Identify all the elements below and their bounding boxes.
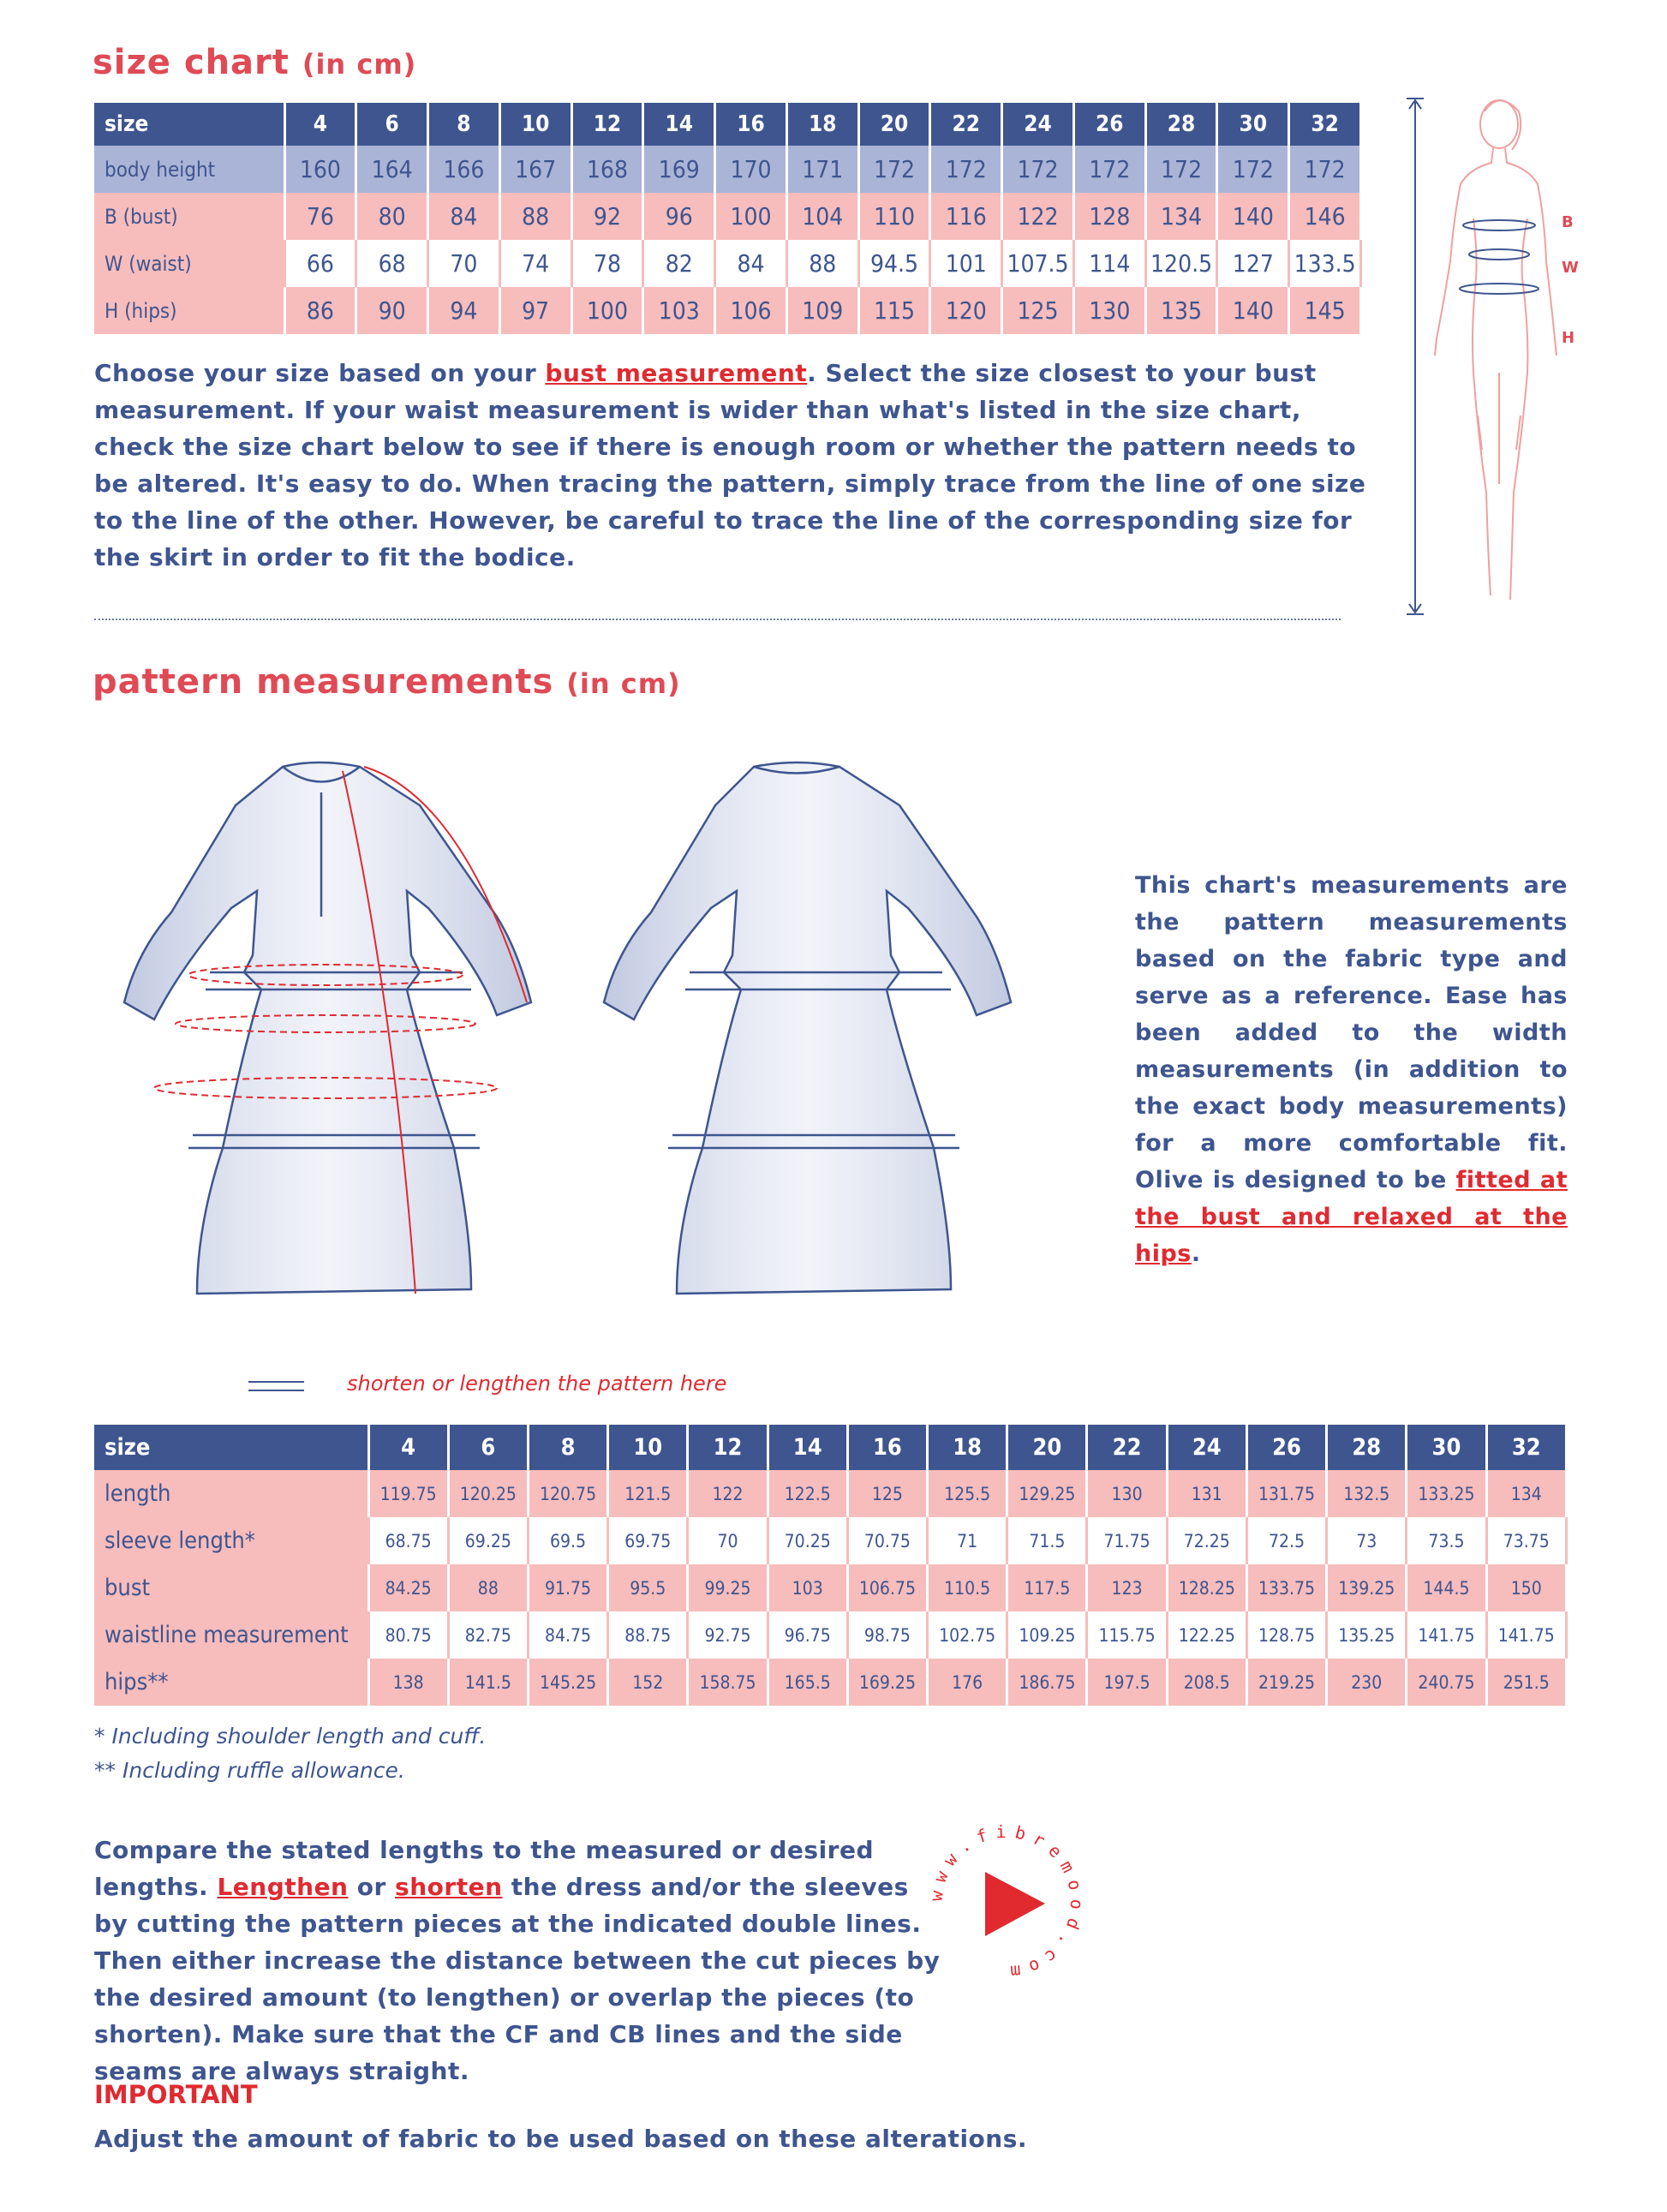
size-header-label: size	[94, 1425, 368, 1470]
bust-label: B	[1562, 213, 1574, 231]
table-header-row	[94, 103, 1361, 146]
important-title: IMPORTANT	[94, 2080, 258, 2109]
table-cell: 140	[1217, 287, 1289, 334]
fibremood-logo	[921, 1816, 1092, 1988]
table-cell: 74	[499, 240, 571, 287]
table-cell: 110.5	[928, 1564, 1007, 1611]
table-cell: 94.5	[858, 240, 930, 287]
table-cell: 82	[643, 240, 715, 287]
size-header-cell: 16	[847, 1425, 927, 1470]
table-cell: 131.75	[1246, 1470, 1326, 1517]
table-cell: 69.5	[528, 1517, 607, 1564]
table-cell: 90	[356, 287, 428, 334]
table-cell: 117.5	[1007, 1564, 1087, 1611]
table-cell: 100	[571, 287, 643, 334]
size-header-cell: 28	[1145, 103, 1217, 146]
table-cell: 84.25	[368, 1564, 448, 1611]
table-cell: 145.25	[528, 1659, 607, 1706]
table-cell: 133.75	[1246, 1564, 1326, 1611]
table-cell: 251.5	[1486, 1659, 1566, 1706]
fitted-bust-link[interactable]: fitted at the bust and relaxed at the hips	[1135, 1167, 1568, 1267]
table-cell: 128	[1073, 193, 1145, 240]
table-cell: 141.5	[448, 1659, 528, 1706]
row-label: waistline measurement	[94, 1611, 368, 1659]
table-cell: 170	[715, 146, 787, 193]
table-cell: 172	[1145, 146, 1217, 193]
size-header-cell: 32	[1289, 103, 1361, 146]
table-cell: 172	[1002, 146, 1074, 193]
table-cell: 172	[858, 146, 930, 193]
legend-text: shorten or lengthen the pattern here	[347, 1372, 727, 1396]
table-cell: 230	[1327, 1659, 1407, 1706]
table-cell: 102.75	[928, 1611, 1007, 1659]
table-row	[94, 240, 1361, 287]
table-cell: 95.5	[608, 1564, 688, 1611]
table-cell: 172	[1073, 146, 1145, 193]
size-header-cell: 8	[428, 103, 500, 146]
size-header-cell: 20	[1007, 1425, 1087, 1470]
table-cell: 169	[643, 146, 715, 193]
table-cell: 116	[930, 193, 1002, 240]
table-cell: 88	[448, 1564, 528, 1611]
size-chart-table	[94, 103, 1362, 334]
table-cell: 84.75	[528, 1611, 607, 1659]
table-cell: 128.25	[1167, 1564, 1246, 1611]
row-label: length	[94, 1470, 368, 1517]
table-cell: 110	[858, 193, 930, 240]
size-chart-heading: size chart (in cm)	[93, 43, 417, 82]
size-header-cell: 30	[1217, 103, 1289, 146]
table-cell: 73	[1327, 1517, 1407, 1564]
table-cell: 167	[499, 146, 571, 193]
table-row	[94, 287, 1361, 334]
body-figure-illustration	[1392, 90, 1602, 625]
important-text: Adjust the amount of fabric to be used based on these alterations.	[94, 2125, 1028, 2153]
table-cell: 120.75	[528, 1470, 607, 1517]
table-cell: 76	[284, 193, 356, 240]
size-header-cell: 4	[368, 1425, 448, 1470]
table-cell: 109	[786, 287, 858, 334]
table-cell: 115	[858, 287, 930, 334]
table-cell: 70	[688, 1517, 768, 1564]
table-cell: 101	[930, 240, 1002, 287]
table-cell: 72.25	[1167, 1517, 1246, 1564]
table-row	[94, 1517, 1567, 1564]
size-header-cell: 14	[768, 1425, 847, 1470]
table-cell: 109.25	[1007, 1611, 1087, 1659]
size-header-label: size	[94, 103, 284, 146]
table-cell: 92.75	[688, 1611, 768, 1659]
row-label: H (hips)	[94, 287, 284, 334]
table-cell: 165.5	[768, 1659, 847, 1706]
table-cell: 71.5	[1007, 1517, 1087, 1564]
table-cell: 122	[1002, 193, 1074, 240]
table-cell: 86	[284, 287, 356, 334]
section-divider	[94, 619, 1341, 620]
table-cell: 134	[1145, 193, 1217, 240]
size-header-cell: 12	[688, 1425, 768, 1470]
table-cell: 166	[428, 146, 500, 193]
table-cell: 146	[1289, 193, 1361, 240]
table-cell: 168	[571, 146, 643, 193]
dress-illustrations	[51, 745, 1062, 1336]
table-cell: 114	[1073, 240, 1145, 287]
table-cell: 121.5	[608, 1470, 688, 1517]
size-header-cell: 20	[858, 103, 930, 146]
table-cell: 134	[1486, 1470, 1566, 1517]
table-cell: 176	[928, 1659, 1007, 1706]
table-cell: 135	[1145, 287, 1217, 334]
row-label: B (bust)	[94, 193, 284, 240]
table-cell: 99.25	[688, 1564, 768, 1611]
table-cell: 138	[368, 1659, 448, 1706]
table-cell: 120.5	[1145, 240, 1217, 287]
lengthen-link[interactable]: Lengthen	[217, 1873, 349, 1901]
size-header-cell: 12	[571, 103, 643, 146]
table-cell: 71.75	[1087, 1517, 1167, 1564]
table-cell: 125	[847, 1470, 927, 1517]
table-cell: 97	[499, 287, 571, 334]
table-cell: 88	[786, 240, 858, 287]
table-cell: 186.75	[1007, 1659, 1087, 1706]
table-cell: 94	[428, 287, 500, 334]
table-cell: 91.75	[528, 1564, 607, 1611]
table-cell: 70	[428, 240, 500, 287]
table-cell: 68.75	[368, 1517, 448, 1564]
table-cell: 164	[356, 146, 428, 193]
size-header-cell: 16	[715, 103, 787, 146]
table-cell: 171	[786, 146, 858, 193]
shorten-link[interactable]: shorten	[395, 1873, 503, 1901]
table-cell: 107.5	[1002, 240, 1074, 287]
table-cell: 219.25	[1246, 1659, 1326, 1706]
table-cell: 144.5	[1407, 1564, 1486, 1611]
table-cell: 92	[571, 193, 643, 240]
table-cell: 132.5	[1327, 1470, 1407, 1517]
table-row	[94, 1611, 1567, 1659]
pattern-measurements-heading: pattern measurements (in cm)	[93, 662, 681, 702]
table-cell: 72.5	[1246, 1517, 1326, 1564]
size-header-cell: 28	[1327, 1425, 1407, 1470]
table-cell: 152	[608, 1659, 688, 1706]
pattern-side-text: This chart's measurements are the pattern measurements based on the fabric type and serve as a reference. Ease has been added to the width measurements (in addition to the exact body measurements) for a more comfortable fit. Olive is designed to be fitted at the bust and relaxed at the hips.	[1135, 872, 1568, 1267]
table-cell: 127	[1217, 240, 1289, 287]
row-label: body height	[94, 146, 284, 193]
table-cell: 197.5	[1087, 1659, 1167, 1706]
bust-measurement-link[interactable]: bust measurement	[545, 359, 808, 387]
size-header-cell: 6	[356, 103, 428, 146]
size-header-cell: 24	[1167, 1425, 1246, 1470]
table-cell: 158.75	[688, 1659, 768, 1706]
table-cell: 69.75	[608, 1517, 688, 1564]
table-cell: 172	[1289, 146, 1361, 193]
table-cell: 140	[1217, 193, 1289, 240]
table-cell: 119.75	[368, 1470, 448, 1517]
table-cell: 104	[786, 193, 858, 240]
table-cell: 80	[356, 193, 428, 240]
footnote-2: ** Including ruffle allowance.	[94, 1758, 405, 1783]
table-cell: 73.75	[1486, 1517, 1566, 1564]
table-cell: 70.25	[768, 1517, 847, 1564]
table-cell: 129.25	[1007, 1470, 1087, 1517]
table-cell: 141.75	[1486, 1611, 1566, 1659]
size-header-cell: 14	[643, 103, 715, 146]
waist-label: W	[1562, 259, 1579, 277]
size-header-cell: 22	[1087, 1425, 1167, 1470]
table-cell: 88	[499, 193, 571, 240]
table-cell: 128.75	[1246, 1611, 1326, 1659]
size-header-cell: 18	[928, 1425, 1007, 1470]
table-cell: 69.25	[448, 1517, 528, 1564]
table-header-row	[94, 1425, 1567, 1470]
size-header-cell: 6	[448, 1425, 528, 1470]
table-cell: 84	[715, 240, 787, 287]
svg-text:www.fibremood.com: www.fibremood.com	[925, 1820, 1088, 1983]
table-cell: 106	[715, 287, 787, 334]
table-cell: 145	[1289, 287, 1361, 334]
table-cell: 172	[930, 146, 1002, 193]
size-header-cell: 30	[1407, 1425, 1486, 1470]
table-cell: 120	[930, 287, 1002, 334]
table-cell: 135.25	[1327, 1611, 1407, 1659]
table-cell: 70.75	[847, 1517, 927, 1564]
dress-back-view	[604, 762, 1011, 1294]
size-header-cell: 32	[1486, 1425, 1566, 1470]
table-cell: 115.75	[1087, 1611, 1167, 1659]
table-cell: 106.75	[847, 1564, 927, 1611]
table-cell: 78	[571, 240, 643, 287]
size-header-cell: 10	[499, 103, 571, 146]
row-label: sleeve length*	[94, 1517, 368, 1564]
table-row	[94, 146, 1361, 193]
table-cell: 120.25	[448, 1470, 528, 1517]
footnote-1: * Including shoulder length and cuff.	[94, 1724, 487, 1749]
table-cell: 71	[928, 1517, 1007, 1564]
table-row	[94, 193, 1361, 240]
row-label: W (waist)	[94, 240, 284, 287]
table-cell: 100	[715, 193, 787, 240]
table-cell: 73.5	[1407, 1517, 1486, 1564]
table-cell: 88.75	[608, 1611, 688, 1659]
table-cell: 133.25	[1407, 1470, 1486, 1517]
table-cell: 208.5	[1167, 1659, 1246, 1706]
table-cell: 122	[688, 1470, 768, 1517]
table-cell: 133.5	[1289, 240, 1361, 287]
size-header-cell: 8	[528, 1425, 607, 1470]
table-cell: 139.25	[1327, 1564, 1407, 1611]
table-row	[94, 1564, 1567, 1611]
table-cell: 141.75	[1407, 1611, 1486, 1659]
row-label: hips**	[94, 1659, 368, 1706]
table-cell: 160	[284, 146, 356, 193]
table-cell: 66	[284, 240, 356, 287]
table-cell: 122.25	[1167, 1611, 1246, 1659]
table-cell: 130	[1073, 287, 1145, 334]
size-header-cell: 10	[608, 1425, 688, 1470]
table-row	[94, 1470, 1567, 1517]
size-header-cell: 24	[1002, 103, 1074, 146]
table-cell: 103	[768, 1564, 847, 1611]
hips-label: H	[1562, 329, 1575, 347]
table-row	[94, 1659, 1567, 1706]
table-cell: 240.75	[1407, 1659, 1486, 1706]
table-cell: 84	[428, 193, 500, 240]
compare-paragraph: Compare the stated lengths to the measured or desired lengths. Lengthen or shorten the dress and/or the sleeves by cutting the pattern pieces at the indicated double lines. Then either increase the distance between the cut pieces by the desired amount (to lengthen) or overlap the pieces (to shorten). Make sure that the CF and CB lines and the side seams are always straight.	[94, 1836, 941, 2085]
table-cell: 122.5	[768, 1470, 847, 1517]
table-cell: 98.75	[847, 1611, 927, 1659]
table-cell: 125.5	[928, 1470, 1007, 1517]
row-label: bust	[94, 1564, 368, 1611]
table-cell: 80.75	[368, 1611, 448, 1659]
pattern-measurements-table	[94, 1425, 1568, 1706]
table-cell: 125	[1002, 287, 1074, 334]
table-cell: 82.75	[448, 1611, 528, 1659]
dress-front-view	[124, 762, 531, 1294]
table-cell: 130	[1087, 1470, 1167, 1517]
size-header-cell: 22	[930, 103, 1002, 146]
table-cell: 96.75	[768, 1611, 847, 1659]
table-cell: 123	[1087, 1564, 1167, 1611]
size-header-cell: 26	[1246, 1425, 1326, 1470]
size-header-cell: 26	[1073, 103, 1145, 146]
size-header-cell: 18	[786, 103, 858, 146]
table-cell: 103	[643, 287, 715, 334]
table-cell: 172	[1217, 146, 1289, 193]
double-line-legend-icon	[248, 1381, 304, 1391]
size-chart-paragraph: Choose your size based on your bust measurement. Select the size closest to your bust measurement. If your waist measurement is wider than what's listed in the size chart, check the size chart below to see if there is enough room or whether the pattern needs to be altered. It's easy to do. When tracing the pattern, simply trace from the line of one size to the line of the other. However, be careful to trace the line of the corresponding size for the skirt in order to fit the bodice.	[94, 359, 1366, 571]
table-cell: 96	[643, 193, 715, 240]
table-cell: 150	[1486, 1564, 1566, 1611]
table-cell: 68	[356, 240, 428, 287]
table-cell: 131	[1167, 1470, 1246, 1517]
size-header-cell: 4	[284, 103, 356, 146]
table-cell: 169.25	[847, 1659, 927, 1706]
